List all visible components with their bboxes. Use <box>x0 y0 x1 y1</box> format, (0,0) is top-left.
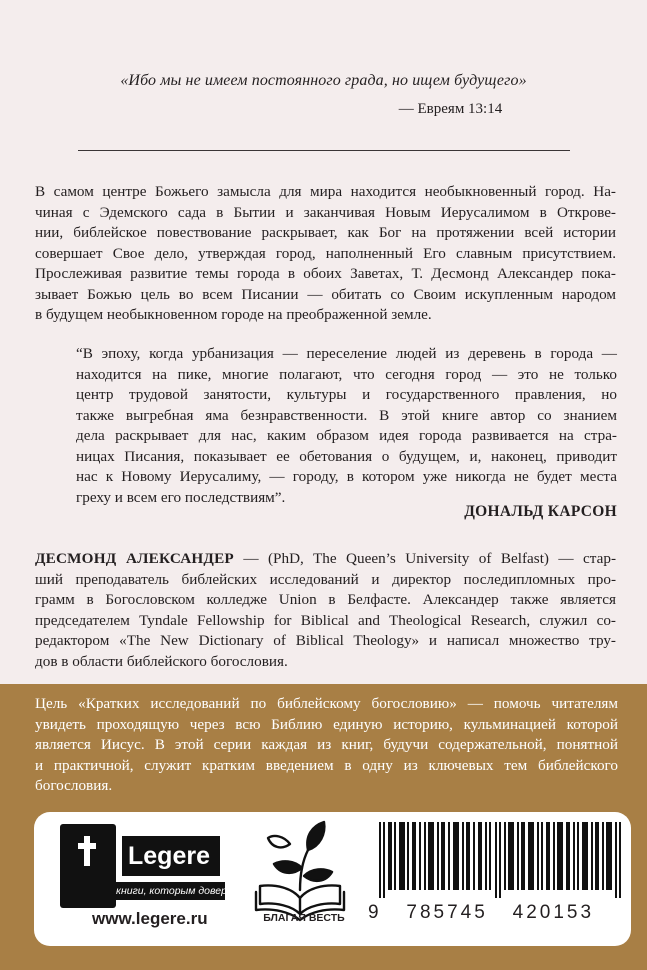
bio-line: дов в области библейского богословия. <box>35 652 288 670</box>
epigraph-quote: «Ибо мы не имеем постоянного града, но ищем будущего» <box>120 72 527 89</box>
isbn-number: 9 785745 420153 <box>368 902 595 923</box>
publisher-tagline: книги, которым доверяют <box>60 882 225 900</box>
intro-line: в будущем необыкновенном городе на преображенной земле. <box>35 306 432 323</box>
series-description <box>35 694 618 797</box>
intro-line: Прослеживая развитие темы города в обоих Заветах, Т. Десмонд Александер пока- <box>35 265 616 282</box>
divider-rule <box>78 150 570 151</box>
author-name: ДЕСМОНД АЛЕКСАНДЕР <box>35 550 234 567</box>
intro-line: В самом центре Божьего замысла для мира находится необыкновенный город. На- <box>35 183 616 200</box>
intro-line: нии, библейское повествование раскрывает, как Бог на протяжении всей истории <box>35 224 616 241</box>
partner-name: БЛАГАЯ ВЕСТЬ <box>263 912 345 924</box>
review-line: греху и всем его последствиям”. <box>76 488 286 506</box>
publisher-website[interactable]: www.legere.ru <box>92 909 208 928</box>
barcode-icon <box>379 822 622 898</box>
series-line: и практичной, служит кратким введением в одну из ключевых тем библейского <box>35 756 618 774</box>
publisher-name: Legere <box>122 836 220 876</box>
review-line: ницах Писания, показывает ее обетования о будущем, и, наконец, приводит <box>76 447 617 465</box>
bio-line: редактором «The New Dictionary of Biblical Theology» и написал множество тру- <box>35 632 616 649</box>
intro-line: зывает Божью цель во всем Писании — обитать со Своим искупленным народом <box>35 285 616 303</box>
bio-line: грамм в Богословском колледже Union в Белфасте. Александер также является <box>35 591 616 608</box>
review-quote <box>76 344 617 508</box>
legere-logo <box>60 822 250 912</box>
cross-icon <box>78 836 96 866</box>
review-line: центр трудовой занятости, культуры и государственного правления, но <box>76 386 617 403</box>
intro-line: чиная с Эдемского сада в Бытии и заканчивая Новым Иерусалимом в Открове- <box>35 203 616 221</box>
epigraph-reference: — Евреям 13:14 <box>398 101 503 117</box>
review-author: ДОНАЛЬД КАРСОН <box>464 503 617 520</box>
review-line: нас к Новому Иерусалиму, — городу, в котором уже никогда не будет места <box>76 468 617 485</box>
series-line: богословия. <box>35 777 113 794</box>
intro-line: совершает Свое дело, утверждая город, наполненный Его славным присутствием. <box>35 244 616 262</box>
series-line: является Иисус. В этой серии каждая из книг, будучи содержательной, понятной <box>35 736 618 753</box>
series-line: увидеть проходящую через всю Библию единую историю, кульминацией которой <box>35 715 618 733</box>
intro-paragraph <box>35 182 616 326</box>
author-bio <box>35 549 616 672</box>
bio-line: председателем Tyndale Fellowship for Biblical and Theological Research, служил со- <box>35 611 616 629</box>
review-line: “В эпоху, когда урбанизация — переселение людей из деревень в города — <box>76 345 617 362</box>
bio-line: ший преподаватель библейских исследований и директор последипломных про- <box>35 570 616 588</box>
review-line: находится на пике, многие полагают, что сегодня город — это не только <box>76 365 617 383</box>
series-line: Цель «Кратких исследований по библейскому богословию» — помочь читателям <box>35 695 618 712</box>
review-line: дела раскрывает для нас, каким образом идея города развивается на стра- <box>76 427 617 444</box>
review-line: также выгребная яма безнравственности. В этой книге автор со знанием <box>76 406 617 424</box>
bio-line <box>35 549 616 570</box>
bio-first-line: — (PhD, The Queen’s University of Belfast) — стар- <box>233 550 616 567</box>
